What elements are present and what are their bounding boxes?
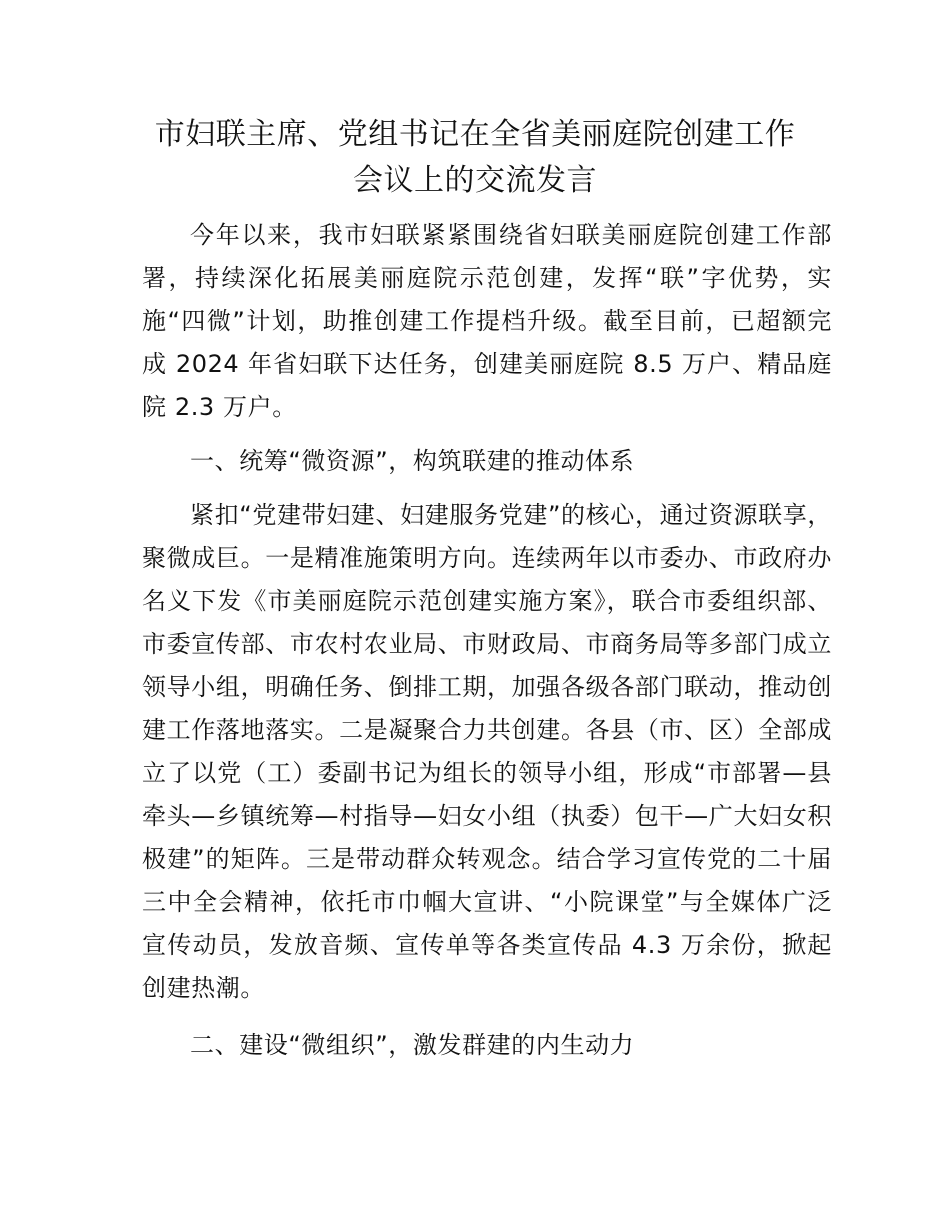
section-heading-2: 二、建设“微组织”，激发群建的内生动力 [190, 1031, 635, 1059]
intro-paragraph: 今年以来，我市妇联紧紧围绕省妇联美丽庭院创建工作部署，持续深化拓展美丽庭院示范创建，发挥“联”字优势，实施“四微”计划，助推创建工作提档升级。截至目前，已超额完成 2024 年省妇联下达任务，创建美丽庭院 8.5 万户、精品庭院 2.3 万户。 [142, 221, 832, 421]
section-heading-1: 一、统筹“微资源”，构筑联建的推动体系 [190, 447, 635, 475]
document-title: 市妇联主席、党组书记在全省美丽庭院创建工作会议上的交流发言 [154, 117, 796, 198]
section-1-paragraph: 紧扣“党建带妇建、妇建服务党建”的核心，通过资源联享，聚微成巨。一是精准施策明方向。连续两年以市委办、市政府办名义下发《市美丽庭院示范创建实施方案》，联合市委组织部、市委宣传部、市农村农业局、市财政局、市商务局等多部门成立领导小组，明确任务、倒排工期，加强各级各部门联动，推动创建工作落地落实。二是凝聚合力共创建。各县（市、区）全部成立了以党（工）委副书记为组长的领导小组，形成“市部署—县牵头—乡镇统筹—村指导—妇女小组（执委）包干—广大妇女积极建”的矩阵。三是带动群众转观念。结合学习宣传党的二十届三中全会精神，依托市巾帼大宣讲、“小院课堂”与全媒体广泛宣传动员，发放音频、宣传单等各类宣传品 4.3 万余份，掀起创建热潮。 [142, 501, 832, 1002]
